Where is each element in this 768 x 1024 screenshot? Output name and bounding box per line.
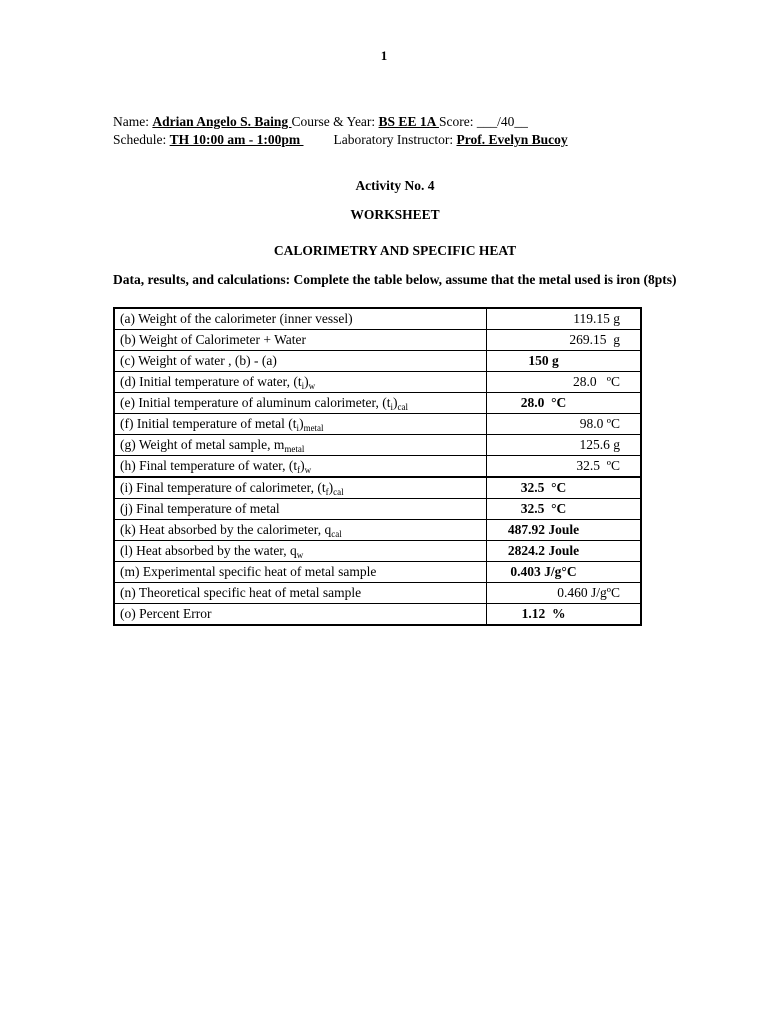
row-value: 28.0 °C: [487, 393, 642, 414]
table-row: [114, 477, 641, 499]
instructor-value: Prof. Evelyn Bucoy: [456, 132, 568, 147]
instructions: Data, results, and calculations: Complete the table below, assume that the metal used is iron (8pts): [113, 272, 677, 287]
row-label-text: (h) Final temperature of water, (t: [120, 458, 298, 473]
row-label-text: ): [328, 480, 334, 495]
row-label-text: (k) Heat absorbed by the calorimeter, q: [120, 522, 332, 537]
row-value: 119.15 g: [487, 308, 642, 330]
table-row: [114, 499, 641, 520]
row-label: [114, 499, 487, 520]
worksheet-heading: WORKSHEET: [350, 207, 440, 222]
row-label: [114, 583, 487, 604]
table-row: [114, 456, 641, 478]
row-label-subscript: f: [297, 465, 301, 475]
row-label-text: (j) Final temperature of metal: [120, 501, 280, 516]
table-row: [114, 562, 641, 583]
row-label-text: (m) Experimental specific heat of metal sample: [120, 564, 377, 579]
row-label: [114, 541, 487, 562]
row-value: 487.92 Joule: [487, 520, 642, 541]
row-label-subscript: cal: [397, 402, 408, 412]
schedule-value: TH 10:00 am - 1:00pm: [169, 132, 304, 147]
row-label-subscript: i: [390, 402, 393, 412]
results-table: [113, 307, 642, 626]
table-row: [114, 330, 641, 351]
row-label-text: (i) Final temperature of calorimeter, (t: [120, 480, 326, 495]
table-row: [114, 372, 641, 393]
instructor-label: Laboratory Instructor:: [333, 132, 457, 147]
row-label-text: (o) Percent Error: [120, 606, 212, 621]
row-label: [114, 351, 487, 372]
row-value: 32.5 °C: [487, 477, 642, 499]
row-label-subscript: w: [308, 381, 316, 391]
row-label-text: ): [304, 374, 309, 389]
row-value: 125.6 g: [487, 435, 642, 456]
score-value: ___/40__: [476, 114, 528, 129]
row-value: 98.0 ºC: [487, 414, 642, 435]
row-label: [114, 435, 487, 456]
row-label-subscript: cal: [331, 529, 342, 539]
row-label-text: (g) Weight of metal sample, m: [120, 437, 285, 452]
row-label: [114, 393, 487, 414]
row-label-text: (e) Initial temperature of aluminum calorimeter, (t: [120, 395, 391, 410]
row-label: [114, 456, 487, 478]
table-row: [114, 520, 641, 541]
row-label-text: ): [392, 395, 398, 410]
row-value: 2824.2 Joule: [487, 541, 642, 562]
table-row: [114, 583, 641, 604]
row-label-subscript: i: [301, 381, 305, 391]
course-value: BS EE 1A: [378, 114, 439, 129]
row-label: [114, 308, 487, 330]
row-label-text: ): [299, 416, 304, 431]
course-label: Course & Year:: [291, 114, 379, 129]
schedule-info-line: [113, 132, 568, 148]
row-label-subscript: i: [296, 423, 300, 433]
row-label-text: (c) Weight of water , (b) - (a): [120, 353, 277, 368]
name-value: Adrian Angelo S. Baing: [152, 114, 292, 129]
row-label-text: (f) Initial temperature of metal (t: [120, 416, 297, 431]
row-label-subscript: f: [325, 487, 329, 497]
schedule-label: Schedule:: [113, 132, 170, 147]
row-label-text: (a) Weight of the calorimeter (inner vessel): [120, 311, 353, 326]
row-label-subscript: w: [304, 465, 312, 475]
activity-heading: Activity No. 4: [355, 178, 435, 193]
row-value: 0.460 J/gºC: [487, 583, 642, 604]
table-row: [114, 308, 641, 330]
row-label: [114, 414, 487, 435]
row-label: [114, 330, 487, 351]
row-label: [114, 477, 487, 499]
row-label-text: (b) Weight of Calorimeter + Water: [120, 332, 307, 347]
row-label: [114, 520, 487, 541]
document-title: CALORIMETRY AND SPECIFIC HEAT: [273, 243, 517, 258]
row-label: [114, 604, 487, 626]
table-row: [114, 604, 641, 626]
table-row: [114, 351, 641, 372]
row-label: [114, 562, 487, 583]
score-label: Score:: [438, 114, 477, 129]
row-value: 269.15 g: [487, 330, 642, 351]
name-label: Name:: [113, 114, 153, 129]
row-value: 32.5 ºC: [487, 456, 642, 478]
row-value: 150 g: [487, 351, 642, 372]
row-label-text: (d) Initial temperature of water, (t: [120, 374, 302, 389]
row-value: 28.0 ºC: [487, 372, 642, 393]
table-row: [114, 414, 641, 435]
row-label-subscript: metal: [284, 444, 305, 454]
row-label-subscript: cal: [333, 487, 344, 497]
table-row: [114, 541, 641, 562]
table-row: [114, 393, 641, 414]
row-label-subscript: w: [296, 550, 304, 560]
page-number: 1: [380, 48, 388, 63]
student-info-line: [113, 114, 528, 130]
row-value: 1.12 %: [487, 604, 642, 626]
row-label-text: (l) Heat absorbed by the water, q: [120, 543, 297, 558]
row-label: [114, 372, 487, 393]
row-value: 32.5 °C: [487, 499, 642, 520]
row-label-subscript: metal: [303, 423, 324, 433]
row-label-text: (n) Theoretical specific heat of metal sample: [120, 585, 362, 600]
table-row: [114, 435, 641, 456]
row-label-text: ): [300, 458, 305, 473]
row-value: 0.403 J/g°C: [487, 562, 642, 583]
